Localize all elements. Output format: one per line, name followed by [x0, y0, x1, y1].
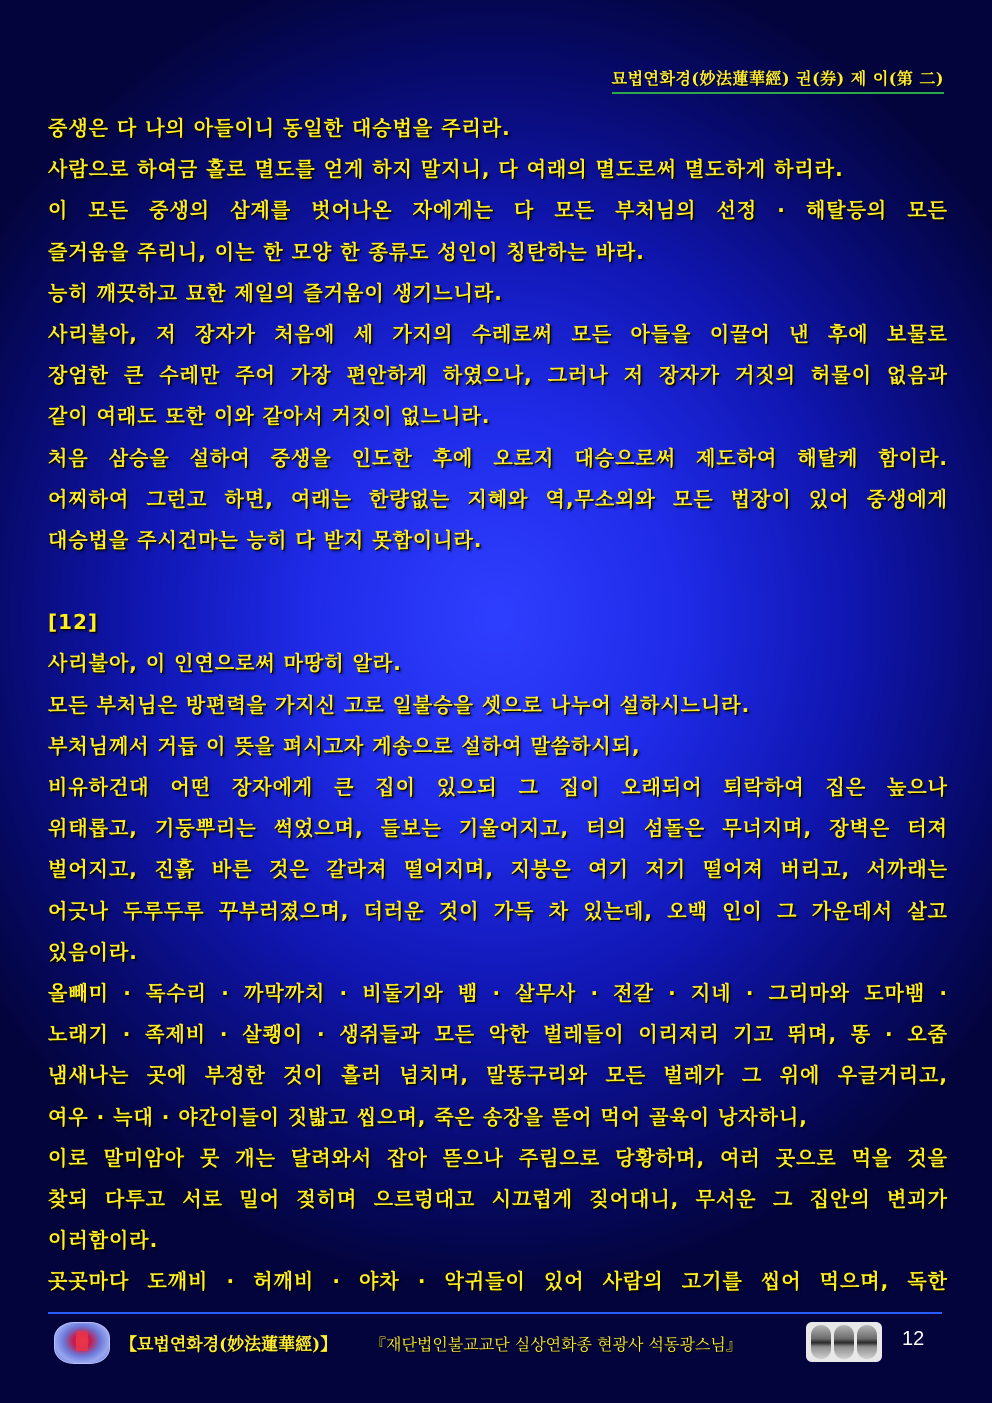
text-line: 있음이라.	[48, 939, 138, 964]
text-line: 사람으로 하여금 홀로 멸도를 얻게 하지 말지니, 다 여래의 멸도로써 멸도하게 하리라.	[48, 157, 844, 182]
footer-organization: 『재단법인불교교단 실상연화종 현광사 석동광스님』	[370, 1335, 742, 1354]
lotus-logo-icon	[54, 1322, 110, 1364]
emblem-disc-icon	[834, 1325, 854, 1359]
page-number: 12	[902, 1328, 925, 1350]
text-line: 찾되 다투고 서로 밀어 젖히며 으르렁대고 시끄럽게 짖어대니, 무서운 그 집안의 변괴가	[48, 1186, 948, 1211]
section-number: [12]	[48, 610, 99, 635]
text-line: 즐거움을 주리니, 이는 한 모양 한 종류도 성인이 칭탄하는 바라.	[48, 239, 645, 264]
text-line: 냄새나는 곳에 부정한 것이 흘러 넘치며, 말똥구리와 모든 벌레가 그 위에 우글거리고,	[48, 1063, 948, 1088]
text-line: 벌어지고, 진흙 바른 것은 갈라져 떨어지며, 지붕은 여기 저기 떨어져 버리고, 서까래는	[48, 857, 948, 882]
page-footer	[54, 1320, 944, 1366]
text-line: 위태롭고, 기둥뿌리는 썩었으며, 들보는 기울어지고, 터의 섬돌은 무너지며, 장벽은 터져	[48, 816, 948, 841]
text-line: 여우 · 늑대 · 야간이들이 짓밟고 씹으며, 죽은 송장을 뜯어 먹어 골육이 낭자하니,	[48, 1104, 808, 1129]
text-line: 능히 깨끗하고 묘한 제일의 즐거움이 생기느니라.	[48, 280, 503, 305]
text-line: 중생은 다 나의 아들이니 동일한 대승법을 주리라.	[48, 116, 511, 140]
text-line: 이로 말미암아 뭇 개는 달려와서 잡아 뜯으나 주림으로 당황하며, 여러 곳으로 먹을 것을	[48, 1145, 948, 1170]
text-line: 부처님께서 거듭 이 뜻을 펴시고자 게송으로 설하여 말씀하시되,	[48, 733, 641, 758]
footer-divider	[48, 1312, 942, 1314]
text-line: 같이 여래도 또한 이와 같아서 거짓이 없느니라.	[48, 404, 491, 429]
emblem-icon	[806, 1322, 882, 1362]
scripture-body	[48, 108, 948, 1302]
text-line: 장엄한 큰 수레만 주어 가장 편안하게 하였으나, 그러나 저 장자가 거짓의 허물이 없음과	[48, 363, 948, 388]
text-line: 사리불아, 이 인연으로써 마땅히 알라.	[48, 651, 402, 676]
text-line: 대승법을 주시건마는 능히 다 받지 못함이니라.	[48, 527, 483, 552]
text-line: 처음 삼승을 설하여 중생을 인도한 후에 오로지 대승으로써 제도하여 해탈케 함이라.	[48, 445, 948, 470]
footer-book-title: 【묘법연화경(妙法蓮華經)】	[120, 1335, 338, 1355]
emblem-disc-icon	[857, 1325, 877, 1359]
text-line: 어긋나 두루두루 꾸부러졌으며, 더러운 것이 가득 차 있는데, 오백 인이 그 가운데서 살고	[48, 898, 948, 923]
text-line: 노래기 · 족제비 · 살쾡이 · 생쥐들과 모든 악한 벌레들이 이리저리 기고 뛰며, 똥 · 오줌	[48, 1022, 948, 1047]
emblem-disc-icon	[811, 1325, 831, 1359]
text-line: 이 모든 중생의 삼계를 벗어나온 자에게는 다 모든 부처님의 선정 · 해탈등의 모든	[48, 198, 948, 223]
text-line: 사리불아, 저 장자가 처음에 세 가지의 수레로써 모든 아들을 이끌어 낸 후에 보물로	[48, 321, 948, 346]
text-line: 모든 부처님은 방편력을 가지신 고로 일불승을 셋으로 나누어 설하시느니라.	[48, 692, 751, 717]
text-line: 비유하건대 어떤 장자에게 큰 집이 있으되 그 집이 오래되어 퇴락하여 집은 높으나	[48, 775, 948, 799]
page-header-title: 묘법연화경(妙法蓮華經) 권(券) 제 이(第 二)	[612, 66, 944, 94]
text-line: 올빼미 · 독수리 · 까막까치 · 비둘기와 뱀 · 살무사 · 전갈 · 지네 · 그리마와 도마뱀 ·	[48, 980, 948, 1005]
blank-line	[48, 561, 948, 602]
text-line: 어찌하여 그런고 하면, 여래는 한량없는 지혜와 역,무소외와 모든 법장이 있어 중생에게	[48, 486, 948, 511]
text-line: 이러함이라.	[48, 1228, 159, 1253]
text-line: 곳곳마다 도깨비 · 허깨비 · 야차 · 악귀들이 있어 사람의 고기를 씹어 먹으며, 독한	[48, 1269, 948, 1294]
